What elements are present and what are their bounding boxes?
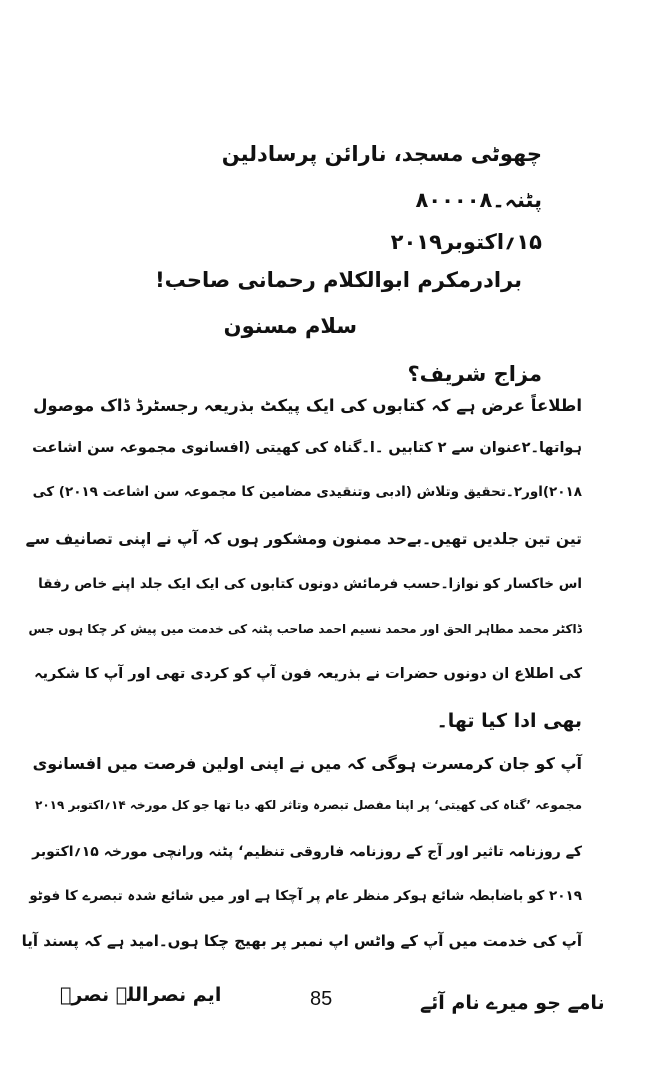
body-line: آپ کو جان کرمسرت ہوگی کہ میں نے اپنی اولین فرصت میں افسانوی (32, 754, 582, 773)
body-line: ہواتھا۔۲عنوان سے ۲ کتابیں ۔ا۔گناہ کی کھیتی (افسانوی مجموعہ سن اشاعت (32, 440, 582, 456)
page-number: 85 (310, 988, 333, 1010)
inquiry: مزاج شریف؟ (407, 362, 542, 386)
footer-author: ایم نصراللہ نصرؔ (60, 984, 222, 1006)
body-line: ڈاکٹر محمد مطاہر الحق اور محمد نسیم احمد صاحب پٹنہ کی خدمت میں پیش کر چکا ہوں جس (28, 622, 582, 636)
address-city: پٹنہ۔۸۰۰۰۰۸ (415, 188, 542, 212)
greeting: سلام مسنون (223, 314, 357, 338)
body-line: ۲۰۱۹ کو باضابطہ شائع ہوکر منظر عام پر آچکا ہے اور میں شائع شدہ تبصرے کا فوٹو (29, 888, 582, 904)
body-line: بھی ادا کیا تھا۔ (436, 710, 582, 732)
letter-date: ۱۵؍اکتوبر۲۰۱۹ (390, 230, 542, 254)
body-line: کے روزنامہ تاثیر اور آج کے روزنامہ فاروقی تنظیم‘ پٹنہ ورانچی مورخہ ۱۵؍اکتوبر (32, 844, 582, 860)
body-line: تین تین جلدیں تھیں۔بےحد ممنون ومشکور ہوں کہ آپ نے اپنی تصانیف سے (25, 530, 582, 548)
addressee: برادرمکرم ابوالکلام رحمانی صاحب! (155, 268, 522, 292)
body-line: آپ کی خدمت میں آپ کے واٹس اپ نمبر پر بھیج چکا ہوں۔امید ہے کہ پسند آیا (21, 932, 582, 950)
body-line: مجموعہ ’گناہ کی کھیتی‘ پر اپنا مفصل تبصرہ وتاثر لکھ دیا تھا جو کل مورخہ ۱۴؍اکتوبر ۲۰۱۹ (35, 798, 582, 812)
body-line: اطلاعاً عرض ہے کہ کتابوں کی ایک پیکٹ بذریعہ رجسٹرڈ ڈاک موصول (33, 396, 582, 415)
address-street: چھوٹی مسجد، نارائن پرسادلین (221, 142, 542, 166)
body-line: اس خاکسار کو نوازا۔حسب فرمائش دونوں کتابوں کی ایک ایک جلد اپنے خاص رفقا (38, 576, 582, 592)
page-footer (0, 980, 672, 1040)
footer-book-title: نامے جو میرے نام آئے (420, 992, 605, 1014)
body-line: ۲۰۱۸)اور۲۔تحقیق وتلاش (ادبی وتنقیدی مضامین کا مجموعہ سن اشاعت ۲۰۱۹) کی (32, 484, 582, 500)
body-line: کی اطلاع ان دونوں حضرات نے بذریعہ فون آپ کو کردی تھی اور آپ کا شکریہ (34, 666, 582, 682)
